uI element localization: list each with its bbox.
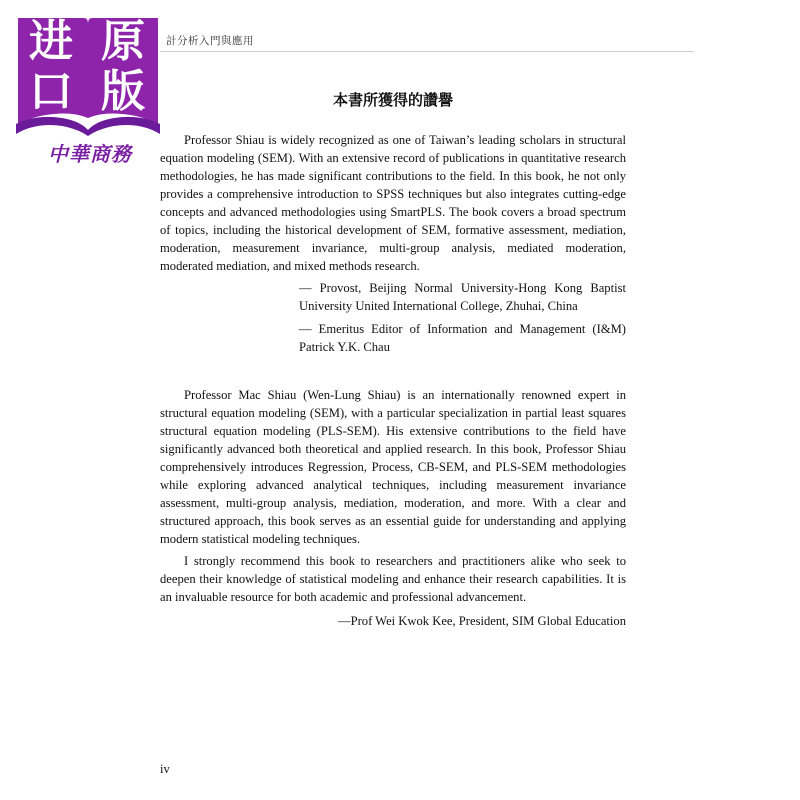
endorsement-2-paragraph-2: I strongly recommend this book to researchers and practitioners alike who seek to deepen their knowledge of statistical modeling and enhance their research capabilities. It is an invaluable resource for both academic and professional advancement. bbox=[160, 554, 626, 604]
endorsement-2-signature: —Prof Wei Kwok Kee, President, SIM Global Education bbox=[337, 614, 626, 628]
stamp-char-4: 版 bbox=[101, 66, 145, 117]
running-header: 計分析入門與應用 bbox=[166, 35, 254, 47]
page-number: iv bbox=[160, 762, 170, 776]
section-title: 本書所獲得的讚譽 bbox=[332, 91, 453, 109]
stamp-char-3: 口 bbox=[29, 66, 73, 117]
endorsement-2-paragraph-1: Professor Mac Shiau (Wen-Lung Shiau) is an internationally renowned expert in structural equation modeling (SEM), with a particular specialization in partial least squares structural equation modeling (PLS-SEM). His extensive contributions to the field have significantly advanced both theoretical and applied research. In this book, Professor Shiau comprehensively introduces Regression, Process, CB-SEM, and PLS-SEM methodologies while exploring advanced analytical techniques, including measurement invariance assessment, multi-group analysis, mediation, moderation, and more. With a clear and structured approach, this book serves as an essential guide for understanding and applying modern statistical modeling techniques. bbox=[160, 388, 626, 546]
endorsement-1-paragraph: Professor Shiau is widely recognized as one of Taiwan’s leading scholars in structural equation modeling (SEM). With an extensive record of publications in quantitative research methodologies, he has made significant contributions to the field. In this book, he not only provides a comprehensive introduction to SPSS techniques but also integrates cutting-edge concepts and advanced methodologies using SmartPLS. The book covers a broad spectrum of topics, including the historical development of SEM, formative assessment, mediation, moderation, measurement invariance, multi-group analysis, mediated moderation, moderated mediation, and mixed methods research. bbox=[160, 133, 626, 273]
header-rule bbox=[160, 51, 694, 52]
import-original-stamp bbox=[14, 14, 162, 174]
stamp-char-2: 原 bbox=[101, 16, 145, 67]
stamp-char-1: 进 bbox=[29, 16, 73, 67]
stamp-subtitle: 中華商務 bbox=[48, 142, 132, 166]
endorsement-1-attribution-2: — Emeritus Editor of Information and Management (I&M) Patrick Y.K. Chau bbox=[299, 322, 626, 354]
endorsement-1-attribution-1: — Provost, Beijing Normal University-Hong Kong Baptist University United International College, Zhuhai, China bbox=[299, 281, 626, 313]
